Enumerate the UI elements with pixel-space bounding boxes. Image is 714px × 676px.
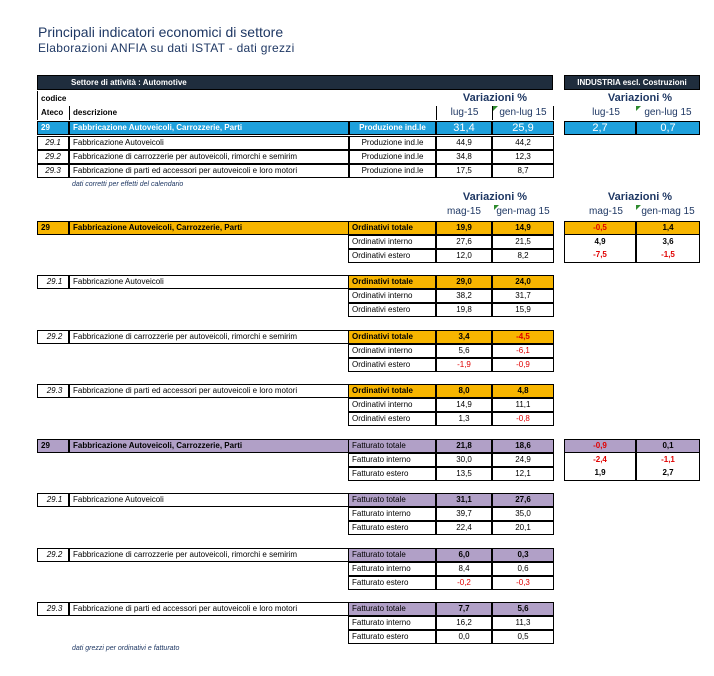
period-2-industria: gen-lug 15 bbox=[644, 107, 692, 118]
fat292-v1-0: 6,0 bbox=[436, 548, 492, 562]
variazioni-header: Variazioni % bbox=[462, 92, 528, 104]
ord291-desc: Fabbricazione Autoveicoli bbox=[69, 275, 349, 289]
ord292-v2-0: -4,5 bbox=[492, 330, 554, 344]
fat292-code: 29.2 bbox=[37, 548, 69, 562]
fat29-ind-1: Fatturato interno bbox=[348, 453, 436, 467]
ord293-code: 29.3 bbox=[37, 384, 69, 398]
prod-desc: Fabbricazione Autoveicoli bbox=[69, 136, 349, 150]
fat29-ind-0: Fatturato totale bbox=[348, 439, 436, 453]
fat292-ind-2: Fatturato estero bbox=[348, 576, 436, 590]
fat293-ind-1: Fatturato interno bbox=[348, 616, 436, 630]
fat291-ind-1: Fatturato interno bbox=[348, 507, 436, 521]
ord293-v1-0: 8,0 bbox=[436, 384, 492, 398]
sector-header bbox=[37, 75, 553, 90]
prod-v1: 34,8 bbox=[436, 150, 492, 164]
ord293-v1-2: 1,3 bbox=[436, 412, 492, 426]
note-grezzi: dati grezzi per ordinativi e fatturato bbox=[72, 645, 180, 652]
ord29-v1-2: 12,0 bbox=[436, 249, 492, 263]
comment-marker-icon bbox=[493, 106, 498, 111]
period-1-s2: mag-15 bbox=[447, 205, 481, 217]
ord29-v1-1: 27,6 bbox=[436, 235, 492, 249]
page-title: Principali indicatori economici di settore bbox=[38, 24, 284, 40]
ord29-i2-0: 1,4 bbox=[636, 221, 700, 235]
fat29-i2-1: -1,1 bbox=[636, 453, 700, 467]
prod-ind: Produzione ind.le bbox=[349, 150, 436, 164]
fat29-v1-2: 13,5 bbox=[436, 467, 492, 481]
ord292-ind-1: Ordinativi interno bbox=[348, 344, 436, 358]
fat293-ind-0: Fatturato totale bbox=[348, 602, 436, 616]
prod-v1: 44,9 bbox=[436, 136, 492, 150]
ord293-v2-2: -0,8 bbox=[492, 412, 554, 426]
ord29-v1-0: 19,9 bbox=[436, 221, 492, 235]
ord292-v2-1: -6,1 bbox=[492, 344, 554, 358]
prod-29-v2: 25,9 bbox=[492, 121, 554, 135]
fat29-desc: Fabbricazione Autoveicoli, Carrozzerie, Parti bbox=[69, 439, 349, 453]
fat293-code: 29.3 bbox=[37, 602, 69, 616]
ord292-ind-2: Ordinativi estero bbox=[348, 358, 436, 372]
fat291-ind-0: Fatturato totale bbox=[348, 493, 436, 507]
ord293-ind-2: Ordinativi estero bbox=[348, 412, 436, 426]
fat293-v2-0: 5,6 bbox=[492, 602, 554, 616]
fat293-v2-2: 0,5 bbox=[492, 630, 554, 644]
comment-marker-icon bbox=[636, 205, 641, 210]
prod-29-i2: 0,7 bbox=[636, 121, 700, 135]
ord292-v1-1: 5,6 bbox=[436, 344, 492, 358]
fat293-v1-2: 0,0 bbox=[436, 630, 492, 644]
fat293-v2-1: 11,3 bbox=[492, 616, 554, 630]
period-1-industria: lug-15 bbox=[592, 107, 620, 118]
period-2: gen-lug 15 bbox=[492, 106, 554, 120]
fat291-v2-0: 27,6 bbox=[492, 493, 554, 507]
ord291-ind-2: Ordinativi estero bbox=[348, 303, 436, 317]
fat293-ind-2: Fatturato estero bbox=[348, 630, 436, 644]
prod-29-code: 29 bbox=[37, 121, 69, 135]
fat291-v1-2: 22,4 bbox=[436, 521, 492, 535]
fat293-desc: Fabbricazione di parti ed accessori per autoveicoli e loro motori bbox=[69, 602, 349, 616]
ord292-desc: Fabbricazione di carrozzerie per autoveicoli, rimorchi e semirim bbox=[69, 330, 349, 344]
period-1-s2-industria: mag-15 bbox=[589, 205, 623, 217]
ord293-desc: Fabbricazione di parti ed accessori per autoveicoli e loro motori bbox=[69, 384, 349, 398]
fat29-v1-1: 30,0 bbox=[436, 453, 492, 467]
fat29-i2-0: 0,1 bbox=[636, 439, 700, 453]
sector-label: Settore di attività : Automotive bbox=[71, 77, 187, 87]
ord29-code: 29 bbox=[37, 221, 69, 235]
period-2-s2: gen-mag 15 bbox=[496, 205, 550, 217]
prod-desc: Fabbricazione di carrozzerie per autoveicoli, rimorchi e semirim bbox=[69, 150, 349, 164]
fat29-code: 29 bbox=[37, 439, 69, 453]
ord293-v2-1: 11,1 bbox=[492, 398, 554, 412]
page-subtitle: Elaborazioni ANFIA su dati ISTAT - dati grezzi bbox=[38, 41, 295, 55]
prod-v2: 12,3 bbox=[492, 150, 554, 164]
ord29-ind-2: Ordinativi estero bbox=[348, 249, 436, 263]
ord29-i2-1: 3,6 bbox=[636, 235, 700, 249]
period-2-s2-industria: gen-mag 15 bbox=[641, 205, 695, 217]
fat292-desc: Fabbricazione di carrozzerie per autoveicoli, rimorchi e semirim bbox=[69, 548, 349, 562]
fat292-v1-1: 8,4 bbox=[436, 562, 492, 576]
fat291-v1-1: 39,7 bbox=[436, 507, 492, 521]
ord291-code: 29.1 bbox=[37, 275, 69, 289]
ord29-v2-1: 21,5 bbox=[492, 235, 554, 249]
ord291-v1-0: 29,0 bbox=[436, 275, 492, 289]
ord291-v2-2: 15,9 bbox=[492, 303, 554, 317]
prod-desc: Fabbricazione di parti ed accessori per autoveicoli e loro motori bbox=[69, 164, 349, 178]
note-calendar: dati corretti per effetti del calendario bbox=[72, 181, 184, 188]
ord291-v1-1: 38,2 bbox=[436, 289, 492, 303]
fat291-ind-2: Fatturato estero bbox=[348, 521, 436, 535]
ord292-v1-0: 3,4 bbox=[436, 330, 492, 344]
fat292-v2-2: -0,3 bbox=[492, 576, 554, 590]
fat29-v2-0: 18,6 bbox=[492, 439, 554, 453]
prod-ind: Produzione ind.le bbox=[349, 164, 436, 178]
variazioni-header-industria: Variazioni % bbox=[607, 92, 673, 104]
ord291-ind-0: Ordinativi totale bbox=[348, 275, 436, 289]
ord29-i1-2: -7,5 bbox=[564, 249, 636, 263]
prod-code: 29.3 bbox=[37, 164, 69, 178]
fat29-i2-2: 2,7 bbox=[636, 467, 700, 481]
ord29-ind-1: Ordinativi interno bbox=[348, 235, 436, 249]
comment-marker-icon bbox=[494, 205, 499, 210]
prod-29-desc: Fabbricazione Autoveicoli, Carrozzerie, Parti bbox=[69, 121, 349, 135]
fat29-v1-0: 21,8 bbox=[436, 439, 492, 453]
ord292-code: 29.2 bbox=[37, 330, 69, 344]
prod-ind: Produzione ind.le bbox=[349, 136, 436, 150]
fat292-v1-2: -0,2 bbox=[436, 576, 492, 590]
prod-v1: 17,5 bbox=[436, 164, 492, 178]
descrizione-label: descrizione bbox=[69, 106, 349, 120]
ord29-i1-1: 4,9 bbox=[564, 235, 636, 249]
ord293-ind-1: Ordinativi interno bbox=[348, 398, 436, 412]
fat293-v1-0: 7,7 bbox=[436, 602, 492, 616]
ord29-v2-2: 8,2 bbox=[492, 249, 554, 263]
prod-v2: 8,7 bbox=[492, 164, 554, 178]
comment-marker-icon bbox=[636, 106, 641, 111]
ord29-ind-0: Ordinativi totale bbox=[348, 221, 436, 235]
ord291-ind-1: Ordinativi interno bbox=[348, 289, 436, 303]
variazioni-header-2-industria: Variazioni % bbox=[607, 190, 673, 203]
fat293-v1-1: 16,2 bbox=[436, 616, 492, 630]
fat292-ind-0: Fatturato totale bbox=[348, 548, 436, 562]
ord291-v2-1: 31,7 bbox=[492, 289, 554, 303]
ord291-v1-2: 19,8 bbox=[436, 303, 492, 317]
prod-29-i1: 2,7 bbox=[564, 121, 636, 135]
fat291-code: 29.1 bbox=[37, 493, 69, 507]
fat291-v2-2: 20,1 bbox=[492, 521, 554, 535]
fat29-ind-2: Fatturato estero bbox=[348, 467, 436, 481]
prod-29-ind: Produzione ind.le bbox=[349, 121, 436, 135]
ord292-v2-2: -0,9 bbox=[492, 358, 554, 372]
ord29-i2-2: -1,5 bbox=[636, 249, 700, 263]
industria-header: INDUSTRIA escl. Costruzioni bbox=[564, 75, 700, 90]
fat29-i1-1: -2,4 bbox=[564, 453, 636, 467]
ord29-desc: Fabbricazione Autoveicoli, Carrozzerie, Parti bbox=[69, 221, 349, 235]
ord292-v1-2: -1,9 bbox=[436, 358, 492, 372]
fat29-v2-1: 24,9 bbox=[492, 453, 554, 467]
ateco-label: Ateco bbox=[37, 106, 69, 120]
fat291-v2-1: 35,0 bbox=[492, 507, 554, 521]
ord291-v2-0: 24,0 bbox=[492, 275, 554, 289]
fat292-v2-1: 0,6 bbox=[492, 562, 554, 576]
fat29-i1-2: 1,9 bbox=[564, 467, 636, 481]
ord293-v1-1: 14,9 bbox=[436, 398, 492, 412]
fat292-ind-1: Fatturato interno bbox=[348, 562, 436, 576]
ord293-v2-0: 4,8 bbox=[492, 384, 554, 398]
prod-v2: 44,2 bbox=[492, 136, 554, 150]
variazioni-header-2: Variazioni % bbox=[462, 190, 528, 203]
fat29-v2-2: 12,1 bbox=[492, 467, 554, 481]
fat292-v2-0: 0,3 bbox=[492, 548, 554, 562]
prod-code: 29.1 bbox=[37, 136, 69, 150]
codice-label: codice bbox=[37, 91, 69, 106]
fat29-i1-0: -0,9 bbox=[564, 439, 636, 453]
fat291-v1-0: 31,1 bbox=[436, 493, 492, 507]
ord29-i1-0: -0,5 bbox=[564, 221, 636, 235]
ord292-ind-0: Ordinativi totale bbox=[348, 330, 436, 344]
ord293-ind-0: Ordinativi totale bbox=[348, 384, 436, 398]
ord29-v2-0: 14,9 bbox=[492, 221, 554, 235]
period-1: lug-15 bbox=[436, 106, 492, 120]
prod-29-v1: 31,4 bbox=[436, 121, 492, 135]
fat291-desc: Fabbricazione Autoveicoli bbox=[69, 493, 349, 507]
prod-code: 29.2 bbox=[37, 150, 69, 164]
